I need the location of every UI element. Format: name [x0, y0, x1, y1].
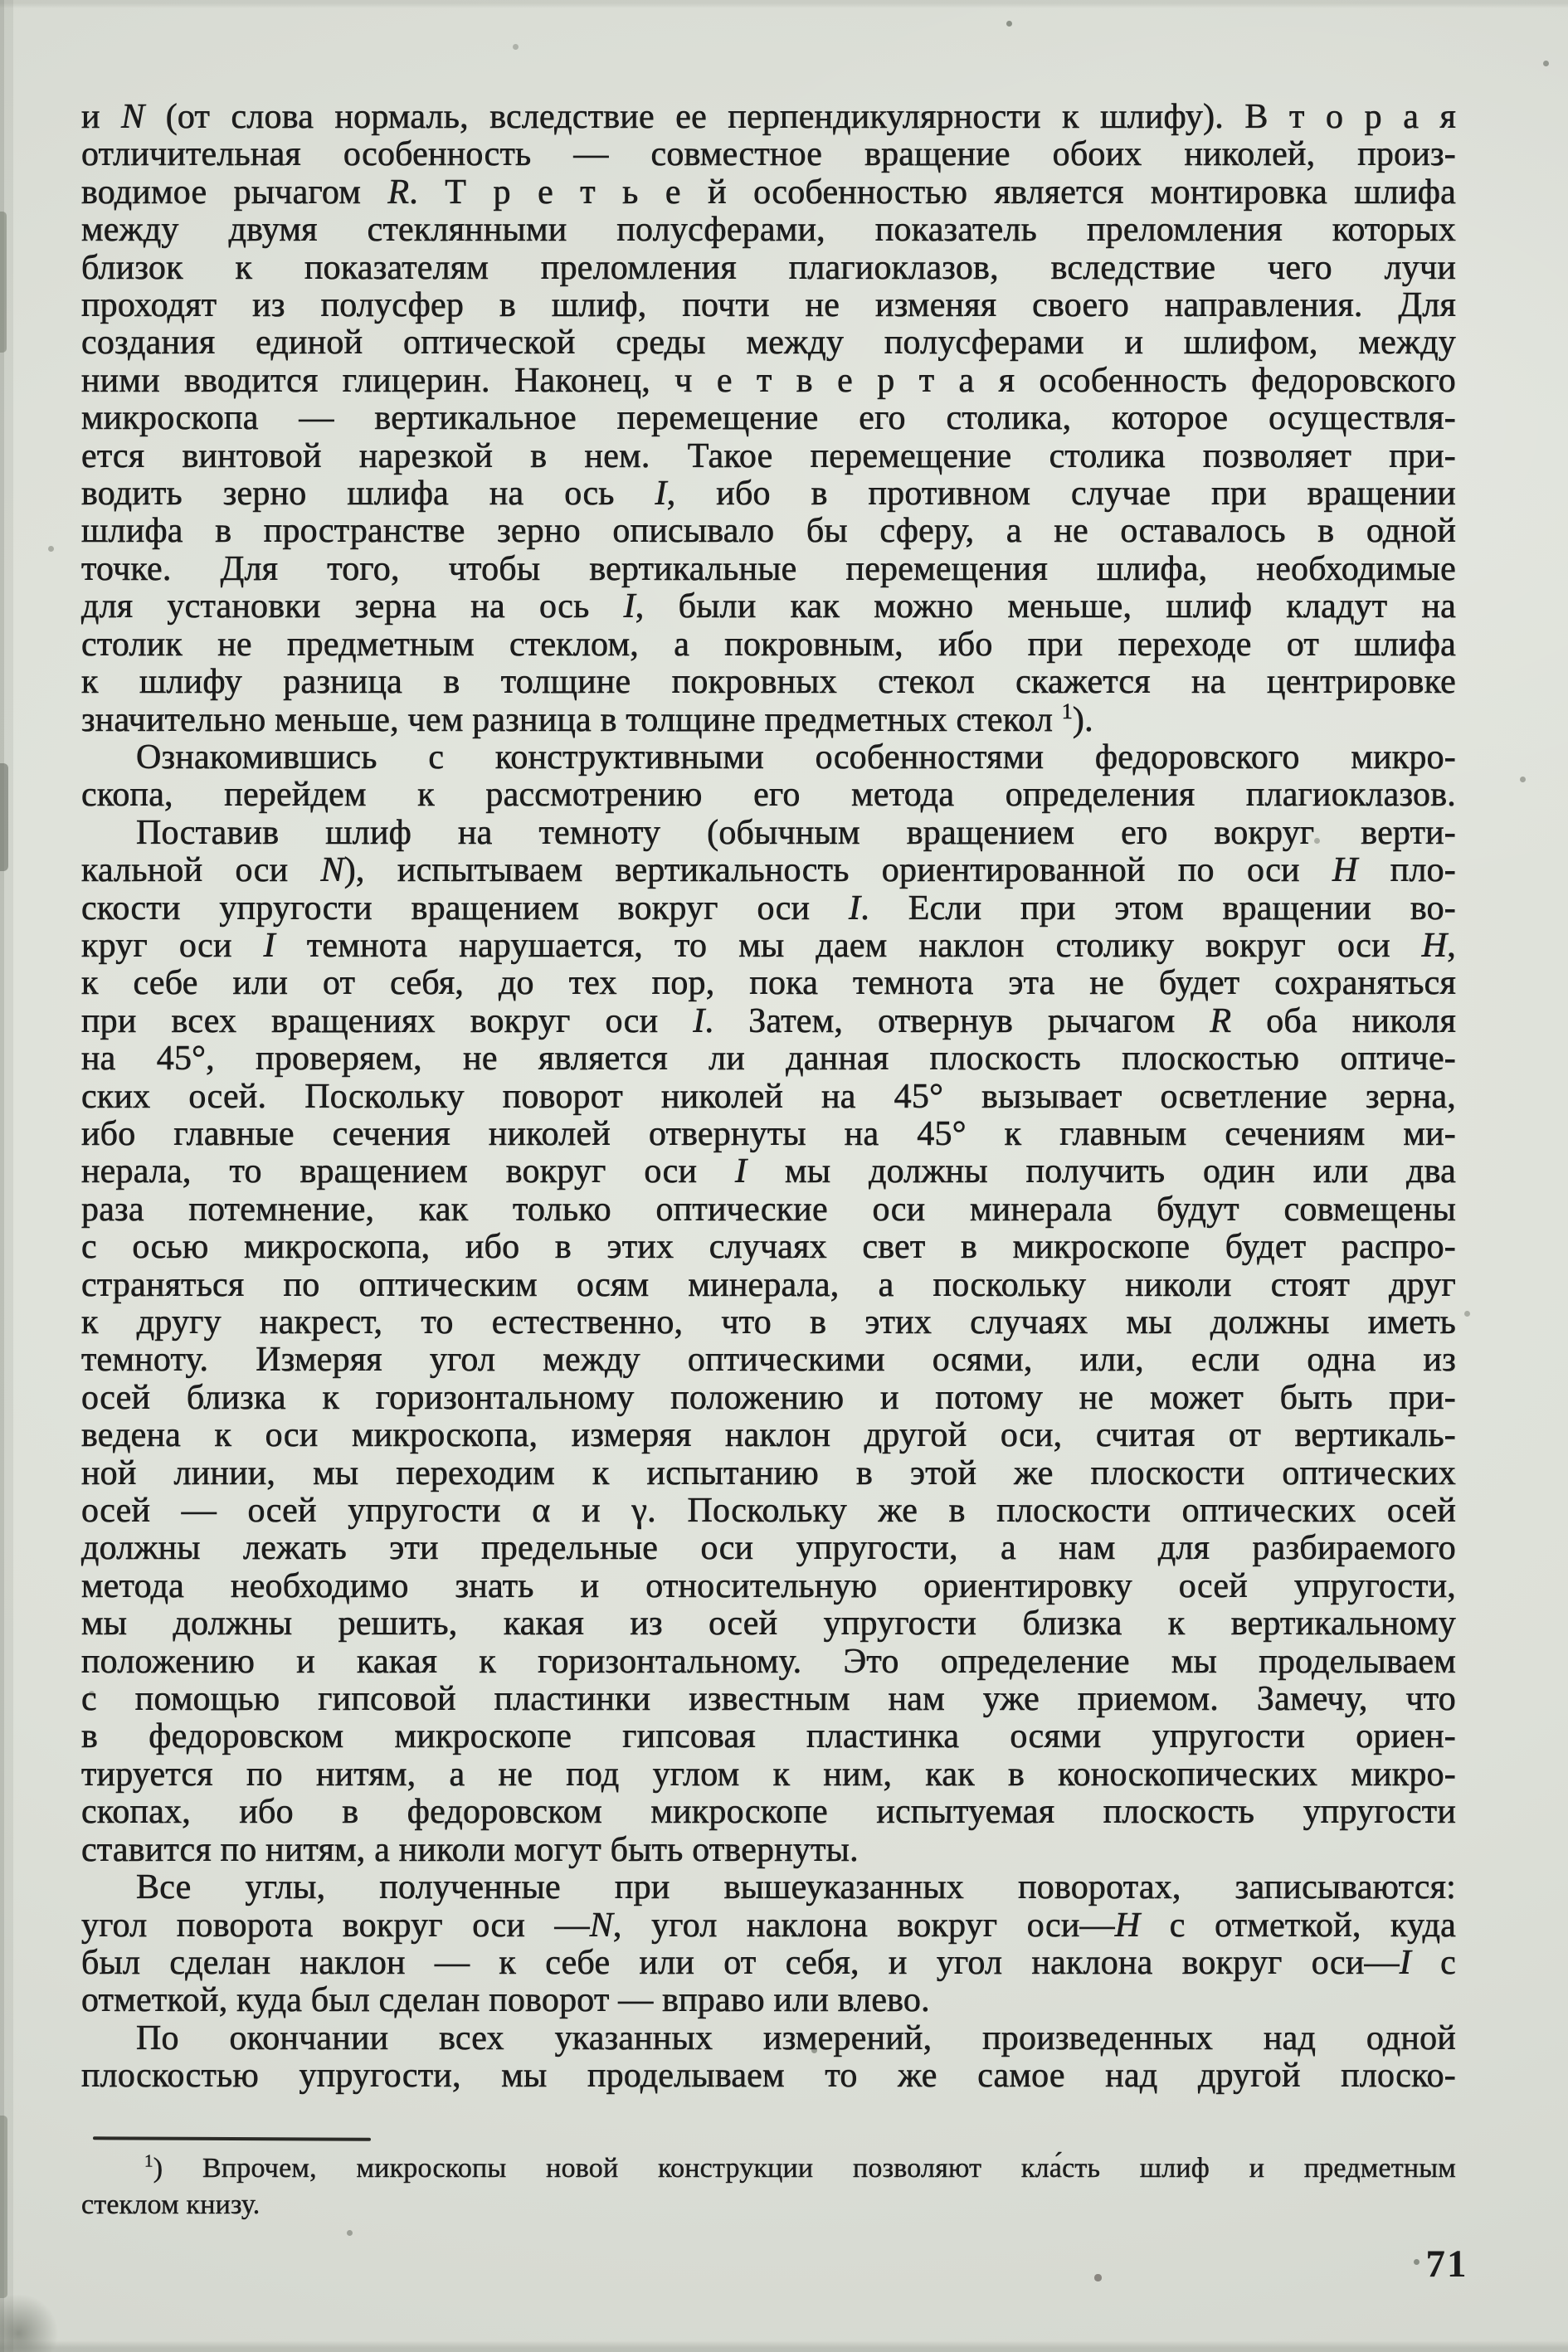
text-line: скости упругости вращением вокруг оси I. Если при этом вращении во- [81, 889, 1456, 928]
text-line: тируется по нитям, а не под углом к ним, как в коноскопических микро- [81, 1755, 1456, 1794]
text-line: на 45°, проверяем, не является ли данная плоскость плоскостью оптиче- [81, 1040, 1456, 1079]
text-line: столик не предметным стеклом, а покровным, ибо при переходе от шлифа [81, 625, 1456, 664]
scan-specks [0, 0, 2, 2]
text-line: нерала, то вращением вокруг оси I мы должны получить один или два [81, 1152, 1456, 1191]
text-line: По окончании всех указанных измерений, произведенных над одной [136, 2018, 1456, 2057]
paragraph [81, 2020, 1456, 2096]
text-line: водимое рычагом R. Т р е т ь е й особенностью является монтировка шлифа [81, 173, 1456, 212]
text-line: ставится по нитям, а николи могут быть отвернуты. [81, 1830, 859, 1869]
text-line: и N (от слова нормаль, вследствие ее перпендикулярности к шлифу). В т о р а я [81, 98, 1456, 136]
text-line: микроскопа — вертикальное перемещение его столика, которое осуществля- [81, 399, 1456, 438]
text-line: ских осей. Поскольку поворот николей на 45° вызывает осветление зерна, [81, 1077, 1456, 1116]
text-line: ется винтовой нарезкой в нем. Такое перемещение столика позволяет при- [81, 436, 1456, 475]
text-line: скопа, перейдем к рассмотрению его метода определения плагиоклазов. [81, 776, 1456, 815]
text-line: водить зерно шлифа на ось I, ибо в противном случае при вращении [81, 475, 1456, 514]
text-line: угол поворота вокруг оси —N, угол наклона вокруг оси—H с отметкой, куда [81, 1906, 1456, 1945]
text-line: точке. Для того, чтобы вертикальные перемещения шлифа, необходимые [81, 549, 1456, 588]
text-line: мы должны решить, какая из осей упругости близка к вертикальному [81, 1605, 1456, 1643]
text-line: метода необходимо знать и относительную ориентировку осей упругости, [81, 1566, 1456, 1605]
paragraph [81, 815, 1456, 1869]
body-text [81, 99, 1456, 2096]
text-line: ибо главные сечения николей отвернуты на 45° к главным сечениям ми- [81, 1114, 1456, 1153]
text-line: положению и какая к горизонтальному. Это определение мы проделываем [81, 1642, 1456, 1681]
text-line: стеклом книзу. [81, 2189, 261, 2220]
text-line: Все углы, полученные при вышеуказанных поворотах, записываются: [136, 1868, 1456, 1907]
text-line: осей — осей упругости α и γ. Поскольку же в плоскости оптических осей [81, 1492, 1456, 1531]
text-line: Поставив шлиф на темноту (обычным вращением его вокруг верти- [136, 813, 1456, 852]
text-line: $^1$) Впрочем, микроскопы новой конструкции позволяют кла́сть шлиф и предметным [144, 2150, 1456, 2184]
text-line: ной линии, мы переходим к испытанию в этой же плоскости оптических [81, 1454, 1456, 1493]
text-line: был сделан наклон — к себе или от себя, и угол наклона вокруг оси—I с [81, 1943, 1456, 1982]
text-line: к шлифу разница в толщине покровных стекол скажется на центрировке [81, 663, 1456, 702]
text-line: должны лежать эти предельные оси упругости, а нам для разбираемого [81, 1529, 1456, 1568]
paragraph [81, 739, 1456, 815]
text-line: Ознакомившись с конструктивными особенностями федоровского микро- [136, 738, 1456, 777]
text-line: к другу накрест, то естественно, что в этих случаях мы должны иметь [81, 1303, 1456, 1342]
text-line: раза потемнение, как только оптические оси минерала будут совмещены [81, 1190, 1456, 1229]
text-line: кальной оси N), испытываем вертикальность ориентированной по оси H пло- [81, 851, 1456, 890]
text-line: круг оси I темнота нарушается, то мы даем наклон столику вокруг оси H, [81, 926, 1456, 965]
text-line: для установки зерна на ось I, были как можно меньше, шлиф кладут на [81, 587, 1456, 626]
text-line: скопах, ибо в федоровском микроскопе испытуемая плоскость упругости [81, 1793, 1456, 1832]
text-line: отметкой, куда был сделан поворот — вправо или влево. [81, 1981, 930, 2020]
text-line: в федоровском микроскопе гипсовая пластинка осями упругости ориен- [81, 1717, 1456, 1756]
footnote-text [81, 2150, 1456, 2223]
text-line: ведена к оси микроскопа, измеряя наклон другой оси, считая от вертикаль- [81, 1416, 1456, 1455]
text-line: между двумя стеклянными полусферами, показатель преломления которых [81, 211, 1456, 250]
text-line: проходят из полусфер в шлиф, почти не изменяя своего направления. Для [81, 286, 1456, 325]
text-line: значительно меньше, чем разница в толщине предметных стекол $^1$). [81, 699, 1093, 739]
paragraph [81, 1869, 1456, 2020]
text-line: отличительная особенность — совместное вращение обоих николей, произ- [81, 135, 1456, 174]
text-line: ними вводится глицерин. Наконец, ч е т в е р т а я особенность федоровского [81, 361, 1456, 400]
text-line: создания единой оптической среды между полусферами и шлифом, между [81, 324, 1456, 363]
text-line: темноту. Измеряя угол между оптическими осями, или, если одна из [81, 1341, 1456, 1380]
footnote-divider [93, 2136, 371, 2140]
text-line: близок к показателям преломления плагиоклазов, вследствие чего лучи [81, 248, 1456, 287]
text-line: плоскостью упругости, мы проделываем то же самое над другой плоско- [81, 2057, 1456, 2096]
text-line: шлифа в пространстве зерно описывало бы сферу, а не оставалось в одной [81, 512, 1456, 551]
page-number: 71 [1425, 2242, 1468, 2286]
scan-edge-artifact [0, 763, 8, 871]
paragraph [81, 99, 1456, 739]
scan-edge-artifact [0, 212, 7, 353]
text-line: с помощью гипсовой пластинки известным нам уже приемом. Замечу, что [81, 1680, 1456, 1719]
scan-edge-artifact [0, 2116, 7, 2298]
text-line: к себе или от себя, до тех пор, пока темнота эта не будет сохраняться [81, 964, 1456, 1003]
text-line: при всех вращениях вокруг оси I. Затем, отвернув рычагом R оба николя [81, 1001, 1456, 1040]
text-line: осей близка к горизонтальному положению и потому не может быть при- [81, 1378, 1456, 1417]
text-line: страняться по оптическим осям минерала, а поскольку николи стоят друг [81, 1265, 1456, 1304]
scan-corner-smudge [0, 2294, 58, 2352]
text-line: с осью микроскопа, ибо в этих случаях свет в микроскопе будет распро- [81, 1228, 1456, 1267]
